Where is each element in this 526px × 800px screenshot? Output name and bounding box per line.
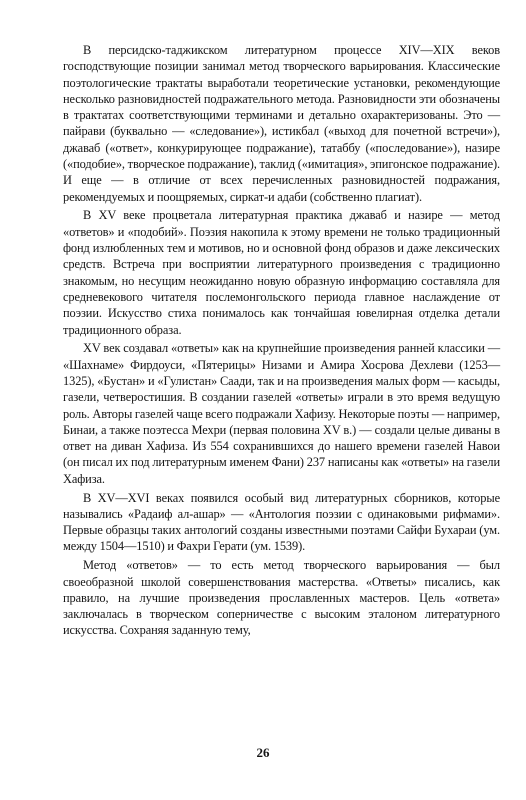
page-number: 26	[256, 745, 270, 760]
paragraph-1: В персидско-таджикском литературном процессе XIV—XIX веков господствующие позиции занимал метод творческого варьирования. Классические поэтологические трактаты выработали теоретические установки, рекомендующие несколько разновидностей подражательного метода. Разновидности эти обозначены в трактатах соответствующими терминами и детально охарактеризованы. Это — пайрави (буквально — «следование»), истикбал («выход для почетной встречи»), джаваб («ответ», конкурирующее подражание), татаббу («последование»), назире («подобие», творческое подражание), таклид («имитация», эпигонское подражание). И еще — в отличие от всех перечисленных разновидностей подражания, рекомендуемых и поощряемых, сиркат-и адаби (собственно плагиат).	[63, 43, 500, 204]
paragraph-2: В XV веке процветала литературная практика джаваб и назире — метод «ответов» и «подобий». Поэзия накопила к этому времени не только традиционный фонд излюбленных тем и мотивов, но и основной фонд образов и даже лексических средств. Встреча при восприятии литературного произведения с традиционно знакомым, но несущим неожиданно новую образную информацию составляла для средневекового читателя послемонгольского периода главное наслаждение от поэзии. Искусство стиха понималось как тончайшая ювелирная отделка детали традиционного образа.	[63, 208, 500, 337]
paragraph-4: В XV—XVI веках появился особый вид литературных сборников, которые назывались «Радаиф ал-ашар» — «Антология поэзии с одинаковыми рифмами». Первые образцы таких антологий созданы известными поэтами Сайфи Бухараи (ум. между 1504—1510) и Фахри Герати (ум. 1539).	[63, 490, 500, 554]
body-text	[63, 42, 500, 641]
paragraph-5: Метод «ответов» — то есть метод творческого варьирования — был своеобразной школой совершенствования мастерства. «Ответы» писались, как правило, на лучшие произведения прославленных мастеров. Цель «ответа» заключалась в творческом соперничестве с высоким эталоном литературного искусства. Сохраняя заданную тему,	[63, 558, 500, 638]
paragraph-3: XV век создавал «ответы» как на крупнейшие произведения ранней классики — «Шахнаме» Фирдоуси, «Пятерицы» Низами и Амира Хосрова Дехлеви (1253—1325), «Бустан» и «Гулистан» Саади, так и на произведения малых форм — касыды, газели, четверостишия. В создании газелей «ответы» играли в это время ведущую роль. Авторы газелей чаще всего подражали Хафизу. Некоторые поэты — например, Бинаи, а также поэтесса Мехри (первая половина XV в.) — создали целые диваны в ответ на диван Хафиза. Из 554 сохранившихся до нашего времени газелей Навои (он писал их под литературным именем Фани) 237 написаны как «ответы» на газели Хафиза.	[63, 341, 500, 486]
